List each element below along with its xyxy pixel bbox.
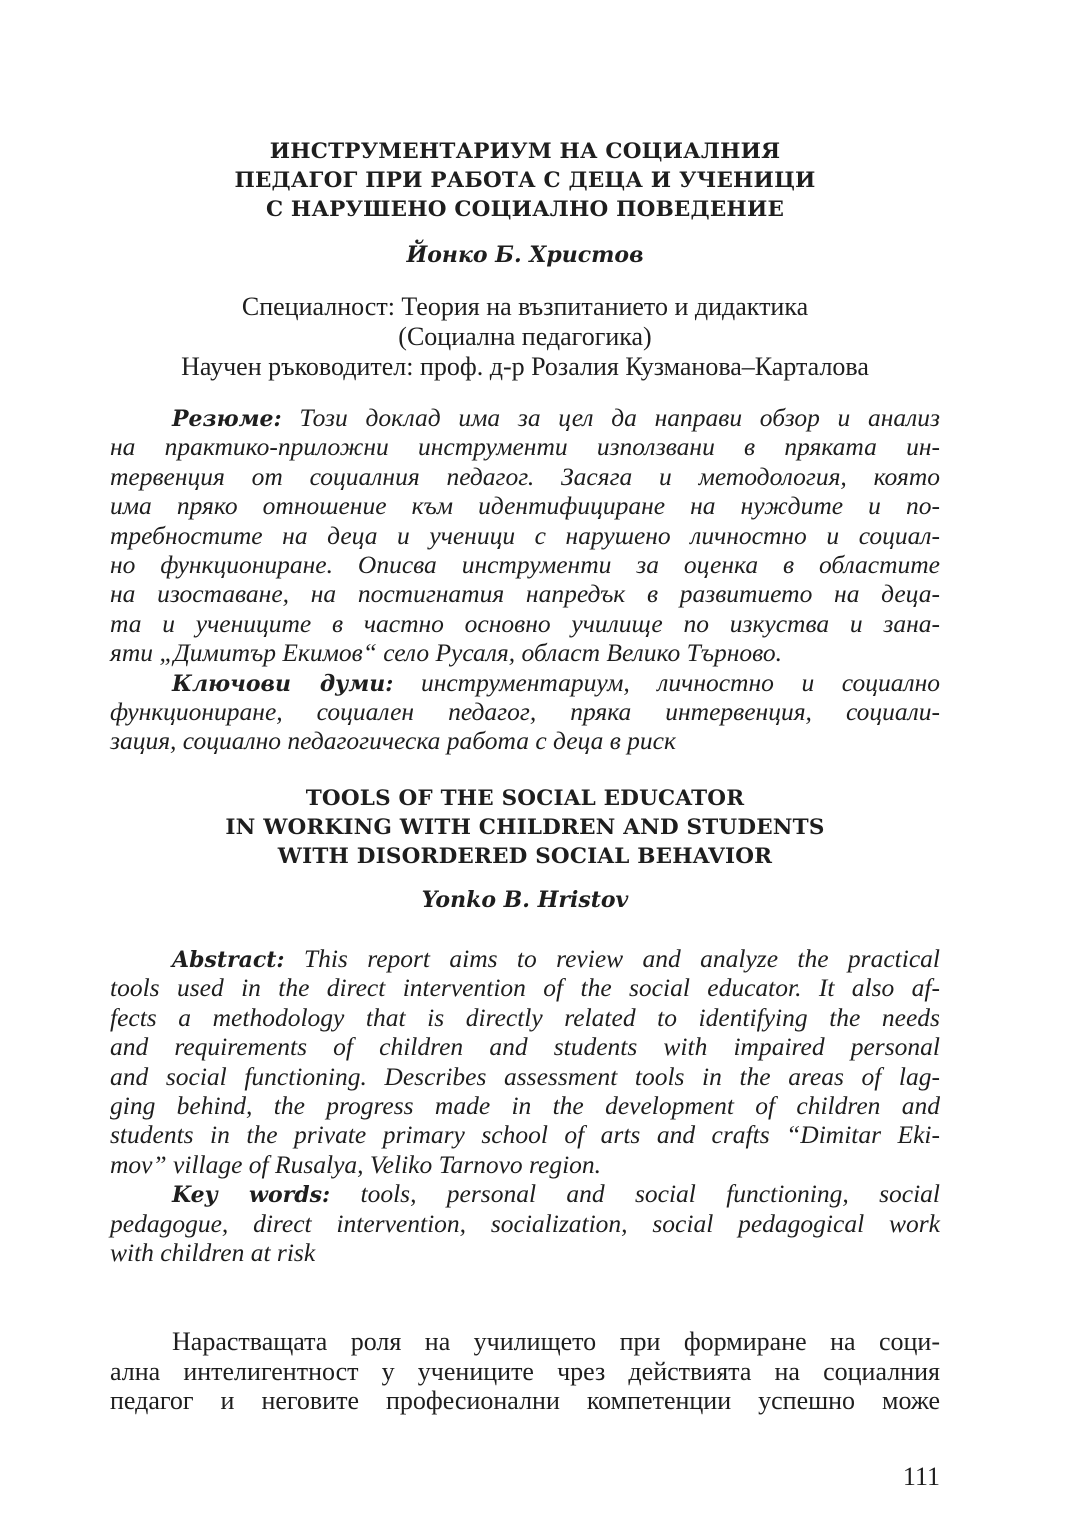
en-abstract-line: Abstract: This report aims to review and analyze the practical: [172, 944, 940, 973]
body-line: ална интелигентност у учениците чрез действията на социалния: [110, 1356, 940, 1386]
en-abstract-line: mov” village of Rusalya, Veliko Tarnovo region.: [110, 1149, 602, 1179]
bg-title-line: ПЕДАГОГ ПРИ РАБОТА С ДЕЦА И УЧЕНИЦИ: [234, 168, 816, 193]
bg-abstract-line: та и учениците в частно основно училище по изкуства и зана-: [110, 608, 940, 638]
en-abstract-line: fects a methodology that is directly related to identifying the needs: [110, 1002, 940, 1032]
author-meta: [110, 292, 940, 382]
specialty-sub: (Социална педагогика): [398, 322, 652, 351]
bg-abstract-line: яти „Димитър Екимов“ село Русаля, област Велико Търново.: [110, 638, 783, 668]
en-abstract-line: and social functioning. Describes assessment tools in the areas of lag-: [110, 1061, 940, 1091]
bg-abstract-label: Резюме:: [172, 406, 282, 432]
body-paragraph: [110, 1327, 940, 1416]
bg-author: Йонко Б. Христов: [406, 242, 644, 268]
en-keywords-line: pedagogue, direct intervention, socialization, social pedagogical work: [110, 1208, 940, 1238]
bg-abstract-line: тервенция от социалния педагог. Засяга и методология, която: [110, 461, 940, 491]
bg-keywords-line: Ключови думи: инструментариум, личностно и социално: [172, 667, 940, 697]
en-title-line: IN WORKING WITH CHILDREN AND STUDENTS: [225, 815, 825, 840]
en-author: Yonko B. Hristov: [421, 887, 629, 913]
bg-abstract-line: има пряко отношение към идентифициране на нуждите и по-: [110, 491, 940, 521]
bg-keywords-label: Ключови думи:: [172, 670, 394, 697]
bg-abstract-line: на изоставане, на постигнатия напредък в развитието на деца-: [110, 579, 940, 609]
supervisor: Научен ръководител: проф. д-р Розалия Кузманова–Карталова: [181, 352, 869, 381]
en-title-line: WITH DISORDERED SOCIAL BEHAVIOR: [277, 844, 773, 869]
bg-title-line: С НАРУШЕНО СОЦИАЛНО ПОВЕДЕНИЕ: [265, 197, 785, 222]
page-number: 111: [902, 1462, 940, 1491]
en-abstract-line: ging behind, the progress made in the development of children and: [110, 1090, 940, 1120]
bg-abstract-line: но функциониране. Описва инструменти за оценка в областите: [110, 549, 940, 579]
bg-keywords-line: зация, социално педагогическа работа с деца в риск: [110, 726, 676, 756]
en-abstract-line: tools used in the direct intervention of the social educator. It also af-: [110, 973, 940, 1003]
en-keywords-label: Key words:: [172, 1182, 331, 1209]
bg-abstract-line: требностите на деца и ученици с нарушено личностно и социал-: [110, 520, 940, 550]
bg-title-line: ИНСТРУМЕНТАРИУМ НА СОЦИАЛНИЯ: [269, 139, 781, 164]
en-abstract-line: and requirements of children and students with impaired personal: [110, 1032, 940, 1062]
bg-keywords-line: функциониране, социален педагог, пряка интервенция, социали-: [110, 696, 940, 726]
en-title: [110, 784, 940, 871]
en-keywords-line: with children at risk: [110, 1237, 316, 1267]
en-abstract-line: students in the private primary school of arts and crafts “Dimitar Eki-: [110, 1120, 940, 1150]
en-title-line: TOOLS OF THE SOCIAL EDUCATOR: [305, 786, 745, 811]
en-abstract: [110, 944, 940, 1267]
bg-title: [110, 137, 940, 224]
bg-abstract: [110, 403, 940, 756]
body-line: Нарастващата роля на училището при формиране на соци-: [172, 1327, 940, 1356]
bg-abstract-line: на практико-приложни инструменти използвани в пряката ин-: [110, 432, 940, 462]
specialty: Специалност: Теория на възпитанието и дидактика: [241, 292, 809, 321]
body-line: педагог и неговите професионални компетенции успешно може: [110, 1386, 940, 1415]
en-abstract-label: Abstract:: [172, 947, 285, 973]
bg-abstract-line: Резюме: Този доклад има за цел да направи обзор и анализ: [172, 403, 940, 432]
en-keywords-line: Key words: tools, personal and social functioning, social: [172, 1179, 940, 1209]
